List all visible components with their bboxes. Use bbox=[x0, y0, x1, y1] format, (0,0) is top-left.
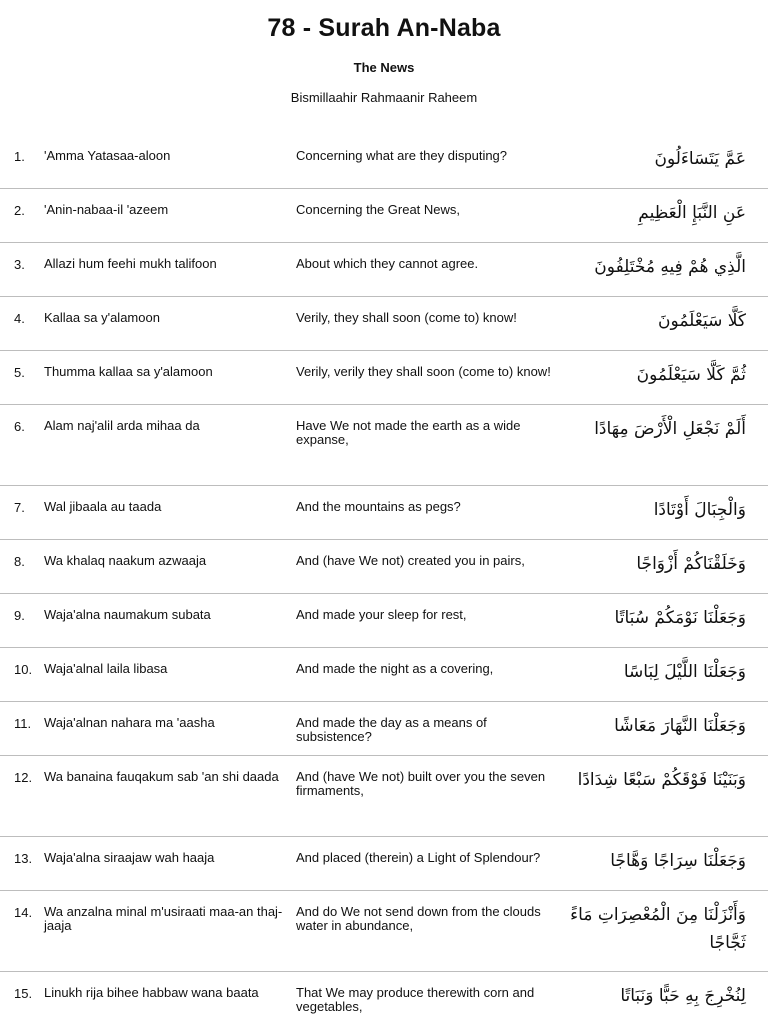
verse-transliteration: Waja'alnan nahara ma 'aasha bbox=[44, 715, 215, 730]
verse-transliteration: Alam naj'alil arda mihaa da bbox=[44, 418, 200, 433]
verse-transliteration: Wa banaina fauqakum sab 'an shi daada bbox=[44, 769, 279, 784]
verse-arabic: لِنُخْرِجَ بِهِ حَبًّا وَنَبَاتًا bbox=[620, 986, 746, 1006]
verse-number: 9. bbox=[14, 608, 25, 623]
verse-transliteration: 'Amma Yatasaa-aloon bbox=[44, 148, 171, 163]
verse-arabic: أَلَمْ نَجْعَلِ الْأَرْضَ مِهَادًا bbox=[594, 419, 746, 439]
verse-translation: That We may produce therewith corn and vegetables, bbox=[296, 985, 535, 1014]
verse-row bbox=[0, 297, 768, 351]
verse-arabic: عَمَّ يَتَسَاءَلُونَ bbox=[654, 149, 746, 169]
verse-transliteration: Wa anzalna minal m'usiraati maa-an thaj-jaaja bbox=[44, 904, 283, 933]
verse-translation: About which they cannot agree. bbox=[296, 256, 479, 271]
verse-row bbox=[0, 135, 768, 189]
verse-number: 11. bbox=[14, 716, 32, 731]
verse-translation: And placed (therein) a Light of Splendour? bbox=[296, 850, 541, 865]
verse-number: 1. bbox=[14, 149, 25, 164]
verse-arabic: وَبَنَيْنَا فَوْقَكُمْ سَبْعًا شِدَادًا bbox=[577, 770, 746, 790]
verse-number: 10. bbox=[14, 662, 33, 677]
verse-number: 3. bbox=[14, 257, 25, 272]
verse-row bbox=[0, 891, 768, 972]
verse-translation: And (have We not) built over you the seven firmaments, bbox=[296, 769, 546, 798]
verse-translation: Have We not made the earth as a wide expanse, bbox=[296, 418, 521, 447]
verse-number: 12. bbox=[14, 770, 33, 785]
verse-table bbox=[0, 135, 768, 1026]
verse-row bbox=[0, 243, 768, 297]
verse-number: 5. bbox=[14, 365, 25, 380]
verse-translation: And (have We not) created you in pairs, bbox=[296, 553, 525, 568]
verse-transliteration: 'Anin-nabaa-il 'azeem bbox=[44, 202, 169, 217]
verse-arabic: وَخَلَقْنَاكُمْ أَزْوَاجًا bbox=[636, 554, 746, 574]
verse-transliteration: Thumma kallaa sa y'alamoon bbox=[44, 364, 213, 379]
verse-translation: And made your sleep for rest, bbox=[296, 607, 467, 622]
verse-row bbox=[0, 756, 768, 837]
verse-number: 14. bbox=[14, 905, 33, 920]
verse-translation: Verily, they shall soon (come to) know! bbox=[296, 310, 517, 325]
verse-translation: And made the night as a covering, bbox=[296, 661, 494, 676]
verse-arabic: الَّذِي هُمْ فِيهِ مُخْتَلِفُونَ bbox=[594, 257, 746, 277]
verse-translation: And do We not send down from the clouds water in abundance, bbox=[296, 904, 541, 933]
verse-transliteration: Wa khalaq naakum azwaaja bbox=[44, 553, 207, 568]
verse-row bbox=[0, 972, 768, 1026]
verse-row bbox=[0, 189, 768, 243]
verse-transliteration: Allazi hum feehi mukh talifoon bbox=[44, 256, 217, 271]
verse-number: 4. bbox=[14, 311, 25, 326]
verse-arabic: وَجَعَلْنَا نَوْمَكُمْ سُبَاتًا bbox=[614, 608, 746, 628]
verse-row bbox=[0, 837, 768, 891]
verse-number: 2. bbox=[14, 203, 25, 218]
verse-number: 13. bbox=[14, 851, 33, 866]
verse-transliteration: Linukh rija bihee habbaw wana baata bbox=[44, 985, 259, 1000]
verse-translation: Verily, verily they shall soon (come to) know! bbox=[296, 364, 551, 379]
verse-row bbox=[0, 486, 768, 540]
verse-row bbox=[0, 405, 768, 486]
verse-number: 8. bbox=[14, 554, 25, 569]
verse-arabic: عَنِ النَّبَإِ الْعَظِيمِ bbox=[638, 203, 746, 223]
page-title: 78 - Surah An-Naba bbox=[267, 14, 501, 42]
verse-number: 7. bbox=[14, 500, 25, 515]
verse-transliteration: Kallaa sa y'alamoon bbox=[44, 310, 160, 325]
verse-transliteration: Waja'alna siraajaw wah haaja bbox=[44, 850, 215, 865]
verse-arabic: كَلَّا سَيَعْلَمُونَ bbox=[658, 311, 746, 331]
bismillah-line: Bismillaahir Rahmaanir Raheem bbox=[290, 90, 478, 105]
verse-arabic: وَجَعَلْنَا سِرَاجًا وَهَّاجًا bbox=[610, 851, 746, 871]
verse-translation: And made the day as a means of subsistence? bbox=[296, 715, 487, 744]
verse-arabic: وَجَعَلْنَا اللَّيْلَ لِبَاسًا bbox=[623, 662, 746, 682]
verse-arabic: وَجَعَلْنَا النَّهَارَ مَعَاشًا bbox=[614, 716, 746, 736]
verse-transliteration: Wal jibaala au taada bbox=[44, 499, 162, 514]
verse-arabic: وَأَنْزَلْنَا مِنَ الْمُعْصِرَاتِ مَاءً ثَجَّاجًا bbox=[570, 905, 746, 953]
verse-translation: And the mountains as pegs? bbox=[296, 499, 461, 514]
verse-arabic: وَالْجِبَالَ أَوْتَادًا bbox=[653, 500, 746, 520]
verse-row bbox=[0, 540, 768, 594]
verse-translation: Concerning the Great News, bbox=[296, 202, 461, 217]
surah-meaning: The News bbox=[353, 60, 415, 75]
verse-arabic: ثُمَّ كَلَّا سَيَعْلَمُونَ bbox=[636, 365, 746, 385]
verse-translation: Concerning what are they disputing? bbox=[296, 148, 508, 163]
verse-transliteration: Waja'alna naumakum subata bbox=[44, 607, 211, 622]
verse-row bbox=[0, 702, 768, 756]
verse-row bbox=[0, 351, 768, 405]
verse-transliteration: Waja'alnal laila libasa bbox=[44, 661, 168, 676]
verse-number: 6. bbox=[14, 419, 25, 434]
verse-row bbox=[0, 594, 768, 648]
verse-row bbox=[0, 648, 768, 702]
verse-number: 15. bbox=[14, 986, 33, 1001]
